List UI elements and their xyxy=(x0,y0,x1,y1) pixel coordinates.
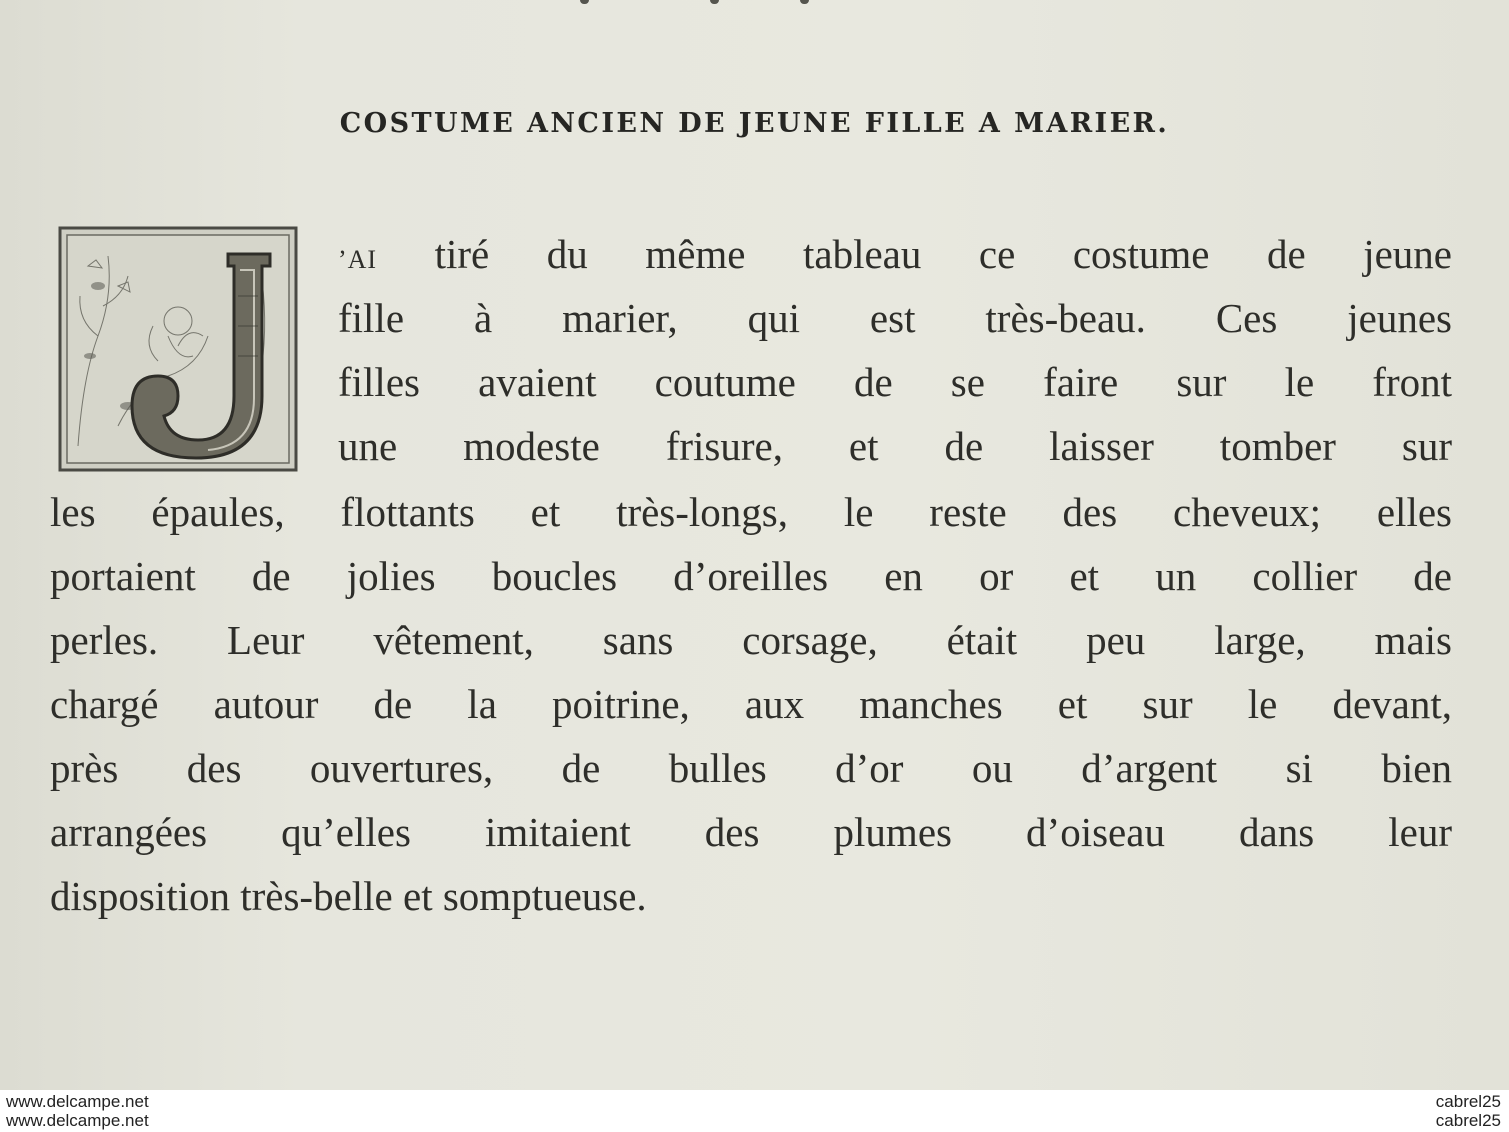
text-line-10: arrangées qu’elles imitaient des plumes d’oiseau dans leur xyxy=(50,809,1452,855)
text-line-3: filles avaient coutume de se faire sur le front xyxy=(338,359,1452,405)
ornamental-drop-cap xyxy=(58,226,298,472)
text-line-8: chargé autour de la poitrine, aux manches et sur le devant, xyxy=(50,681,1452,727)
watermark-site-2: www.delcampe.net xyxy=(6,1111,149,1130)
page-heading: COSTUME ANCIEN DE JEUNE FILLE A MARIER. xyxy=(339,108,1170,139)
watermark-bar xyxy=(0,1090,1509,1132)
text-line-2: fille à marier, qui est très-beau. Ces jeunes xyxy=(338,295,1452,341)
text-block-full-width xyxy=(50,480,1452,928)
text-block-beside-initial xyxy=(338,222,1452,478)
text-line-7: perles. Leur vêtement, sans corsage, était peu large, mais xyxy=(50,617,1452,663)
watermark-user-1: cabrel25 xyxy=(1435,1092,1501,1111)
text-line-4: une modeste frisure, et de laisser tomber sur xyxy=(338,423,1452,469)
text-line-11: disposition très-belle et somptueuse. xyxy=(50,873,647,919)
text-line-5: les épaules, flottants et très-longs, le reste des cheveux; elles xyxy=(50,489,1452,535)
top-edge-bleed xyxy=(560,0,860,8)
first-word-small-caps: ’AI xyxy=(338,245,378,274)
watermark-right xyxy=(1436,1092,1501,1130)
text-line-6: portaient de jolies boucles d’oreilles en or et un collier de xyxy=(50,553,1452,599)
text-line-9: près des ouvertures, de bulles d’or ou d’argent si bien xyxy=(50,745,1452,791)
watermark-site-1: www.delcampe.net xyxy=(6,1092,149,1111)
text-line-1: ’AI tiré du même tableau ce costume de jeune xyxy=(338,231,1452,277)
watermark-left xyxy=(6,1092,149,1130)
watermark-user-2: cabrel25 xyxy=(1435,1111,1501,1130)
